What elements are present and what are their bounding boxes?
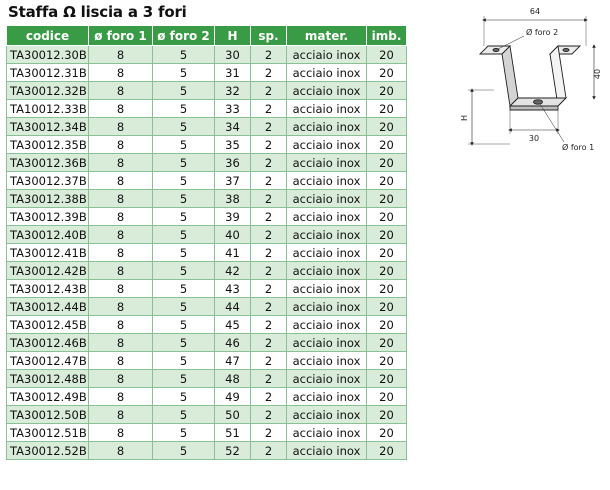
header-codice: codice	[7, 26, 89, 46]
table-cell: 8	[89, 154, 153, 172]
table-cell: acciaio inox	[287, 370, 367, 388]
table-cell: 5	[153, 46, 215, 64]
table-cell: 48	[215, 370, 251, 388]
hole-right-icon	[563, 48, 569, 51]
header-spessore: sp.	[251, 26, 287, 46]
table-cell: acciaio inox	[287, 64, 367, 82]
table-cell: 42	[215, 262, 251, 280]
table-row	[7, 118, 407, 136]
table-cell: 20	[367, 64, 407, 82]
table-row	[7, 406, 407, 424]
table-cell: TA30012.41B	[7, 244, 89, 262]
table-cell: 5	[153, 118, 215, 136]
table-cell: 20	[367, 352, 407, 370]
table-cell: 5	[153, 424, 215, 442]
page-title: Staffa Ω liscia a 3 fori	[8, 3, 187, 21]
table-cell: 5	[153, 280, 215, 298]
table-cell: 45	[215, 316, 251, 334]
table-cell: 5	[153, 226, 215, 244]
table-cell: TA30012.37B	[7, 172, 89, 190]
table-cell: 44	[215, 298, 251, 316]
table-cell: 2	[251, 244, 287, 262]
table-cell: TA30012.52B	[7, 442, 89, 460]
table-cell: 8	[89, 46, 153, 64]
table-cell: 20	[367, 280, 407, 298]
table-cell: acciaio inox	[287, 136, 367, 154]
table-cell: TA30012.47B	[7, 352, 89, 370]
table-cell: 8	[89, 82, 153, 100]
table-cell: 5	[153, 388, 215, 406]
table-cell: TA30012.49B	[7, 388, 89, 406]
table-row	[7, 82, 407, 100]
table-cell: 20	[367, 136, 407, 154]
table-cell: 41	[215, 244, 251, 262]
table-cell: 20	[367, 100, 407, 118]
table-row	[7, 352, 407, 370]
table-cell: TA30012.45B	[7, 316, 89, 334]
hole-2-label: Ø foro 2	[526, 28, 559, 37]
table-cell: acciaio inox	[287, 334, 367, 352]
table-cell: acciaio inox	[287, 262, 367, 280]
table-cell: 2	[251, 64, 287, 82]
table-cell: TA30012.42B	[7, 262, 89, 280]
bracket-shape	[480, 46, 580, 110]
table-cell: 47	[215, 352, 251, 370]
table-cell: TA30012.43B	[7, 280, 89, 298]
table-cell: TA30012.46B	[7, 334, 89, 352]
dim-base-label: 30	[528, 134, 540, 143]
callout-hole-1	[540, 104, 594, 152]
table-cell: 2	[251, 154, 287, 172]
table-cell: 2	[251, 172, 287, 190]
table-row	[7, 262, 407, 280]
table-cell: 5	[153, 352, 215, 370]
table-cell: 5	[153, 154, 215, 172]
table-cell: 5	[153, 334, 215, 352]
table-cell: acciaio inox	[287, 424, 367, 442]
table-cell: TA30012.36B	[7, 154, 89, 172]
table-cell: TA30012.44B	[7, 298, 89, 316]
table-cell: 20	[367, 262, 407, 280]
table-row	[7, 208, 407, 226]
table-cell: 5	[153, 190, 215, 208]
table-cell: 20	[367, 334, 407, 352]
table-row	[7, 226, 407, 244]
table-cell: 5	[153, 244, 215, 262]
table-cell: 2	[251, 334, 287, 352]
table-cell: 2	[251, 226, 287, 244]
table-cell: 34	[215, 118, 251, 136]
table-cell: acciaio inox	[287, 388, 367, 406]
table-cell: TA30012.39B	[7, 208, 89, 226]
table-cell: 20	[367, 244, 407, 262]
table-cell: 5	[153, 316, 215, 334]
table-cell: 8	[89, 244, 153, 262]
table-cell: acciaio inox	[287, 82, 367, 100]
table-cell: 2	[251, 46, 287, 64]
table-cell: 8	[89, 370, 153, 388]
dimension-height	[593, 46, 602, 98]
table-cell: 2	[251, 316, 287, 334]
table-cell: 8	[89, 64, 153, 82]
table-cell: 33	[215, 100, 251, 118]
table-cell: 30	[215, 46, 251, 64]
hole-1-label: Ø foro 1	[562, 143, 595, 152]
table-row	[7, 190, 407, 208]
table-cell: 8	[89, 442, 153, 460]
table-cell: TA30012.40B	[7, 226, 89, 244]
table-cell: 8	[89, 280, 153, 298]
table-cell: TA30012.48B	[7, 370, 89, 388]
table-cell: acciaio inox	[287, 226, 367, 244]
table-cell: 8	[89, 334, 153, 352]
table-cell: 8	[89, 352, 153, 370]
table-cell: 8	[89, 136, 153, 154]
table-cell: 5	[153, 406, 215, 424]
table-cell: acciaio inox	[287, 280, 367, 298]
table-cell: 35	[215, 136, 251, 154]
table-cell: 20	[367, 298, 407, 316]
table-cell: 8	[89, 262, 153, 280]
table-cell: 5	[153, 298, 215, 316]
table-cell: 8	[89, 406, 153, 424]
table-row	[7, 334, 407, 352]
table-cell: TA30012.51B	[7, 424, 89, 442]
table-cell: 32	[215, 82, 251, 100]
table-cell: TA10012.33B	[7, 100, 89, 118]
table-cell: acciaio inox	[287, 442, 367, 460]
table-row	[7, 64, 407, 82]
dimension-h	[460, 90, 510, 144]
table-cell: 5	[153, 82, 215, 100]
table-cell: acciaio inox	[287, 352, 367, 370]
table-cell: TA30012.38B	[7, 190, 89, 208]
header-foro-2: ø foro 2	[153, 26, 215, 46]
table-cell: 52	[215, 442, 251, 460]
hole-center-icon	[534, 100, 543, 104]
spec-table	[6, 25, 407, 460]
table-cell: 5	[153, 172, 215, 190]
dim-h-label: H	[460, 114, 469, 122]
table-row	[7, 298, 407, 316]
table-cell: 8	[89, 226, 153, 244]
table-cell: acciaio inox	[287, 316, 367, 334]
table-cell: 2	[251, 82, 287, 100]
table-cell: 43	[215, 280, 251, 298]
table-cell: 37	[215, 172, 251, 190]
table-cell: 2	[251, 262, 287, 280]
table-row	[7, 244, 407, 262]
header-foro-1: ø foro 1	[89, 26, 153, 46]
table-header-row	[7, 26, 407, 46]
table-cell: 20	[367, 424, 407, 442]
table-cell: 20	[367, 208, 407, 226]
table-row	[7, 280, 407, 298]
table-cell: 8	[89, 172, 153, 190]
table-cell: 2	[251, 190, 287, 208]
table-cell: 20	[367, 46, 407, 64]
table-cell: 8	[89, 388, 153, 406]
table-cell: 39	[215, 208, 251, 226]
header-materiale: mater.	[287, 26, 367, 46]
table-cell: 5	[153, 100, 215, 118]
table-cell: 38	[215, 190, 251, 208]
table-cell: 20	[367, 118, 407, 136]
table-row	[7, 442, 407, 460]
table-cell: 8	[89, 100, 153, 118]
dim-height-label: 40	[593, 68, 602, 80]
table-cell: 2	[251, 424, 287, 442]
dimension-base	[510, 110, 558, 143]
table-cell: 2	[251, 442, 287, 460]
table-cell: acciaio inox	[287, 46, 367, 64]
table-cell: 5	[153, 136, 215, 154]
table-cell: 20	[367, 172, 407, 190]
table-cell: 5	[153, 370, 215, 388]
table-cell: acciaio inox	[287, 154, 367, 172]
table-cell: 20	[367, 82, 407, 100]
table-cell: 2	[251, 280, 287, 298]
table-cell: 20	[367, 370, 407, 388]
table-cell: 20	[367, 226, 407, 244]
table-cell: acciaio inox	[287, 244, 367, 262]
table-cell: TA30012.35B	[7, 136, 89, 154]
bracket-technical-drawing	[458, 6, 604, 154]
table-row	[7, 46, 407, 64]
table-body	[7, 46, 407, 460]
table-row	[7, 316, 407, 334]
table-cell: acciaio inox	[287, 118, 367, 136]
table-row	[7, 388, 407, 406]
table-cell: TA30012.34B	[7, 118, 89, 136]
header-h: H	[215, 26, 251, 46]
table-row	[7, 154, 407, 172]
table-row	[7, 136, 407, 154]
table-cell: acciaio inox	[287, 298, 367, 316]
table-cell: 2	[251, 388, 287, 406]
table-cell: 8	[89, 118, 153, 136]
table-cell: 5	[153, 208, 215, 226]
table-row	[7, 100, 407, 118]
table-cell: 2	[251, 352, 287, 370]
table-cell: TA30012.31B	[7, 64, 89, 82]
table-cell: 2	[251, 298, 287, 316]
table-cell: 8	[89, 208, 153, 226]
table-cell: 51	[215, 424, 251, 442]
table-cell: acciaio inox	[287, 406, 367, 424]
table-cell: TA30012.50B	[7, 406, 89, 424]
table-cell: 36	[215, 154, 251, 172]
table-cell: 2	[251, 406, 287, 424]
table-cell: 8	[89, 298, 153, 316]
table-cell: acciaio inox	[287, 172, 367, 190]
table-cell: 31	[215, 64, 251, 82]
dim-width-label: 64	[529, 7, 541, 16]
table-cell: 20	[367, 190, 407, 208]
table-cell: 49	[215, 388, 251, 406]
table-cell: 5	[153, 64, 215, 82]
table-row	[7, 370, 407, 388]
table-cell: 20	[367, 316, 407, 334]
table-cell: 40	[215, 226, 251, 244]
table-cell: 2	[251, 118, 287, 136]
table-cell: 20	[367, 154, 407, 172]
table-cell: 20	[367, 388, 407, 406]
table-row	[7, 172, 407, 190]
table-cell: acciaio inox	[287, 208, 367, 226]
table-cell: acciaio inox	[287, 190, 367, 208]
table-cell: 20	[367, 406, 407, 424]
table-cell: 2	[251, 370, 287, 388]
table-cell: acciaio inox	[287, 100, 367, 118]
table-cell: 46	[215, 334, 251, 352]
table-cell: 2	[251, 100, 287, 118]
table-row	[7, 424, 407, 442]
table-cell: 5	[153, 262, 215, 280]
table-cell: 2	[251, 136, 287, 154]
header-imballo: imb.	[367, 26, 407, 46]
table-cell: 2	[251, 208, 287, 226]
table-cell: 8	[89, 316, 153, 334]
table-cell: TA30012.32B	[7, 82, 89, 100]
table-cell: 5	[153, 442, 215, 460]
table-cell: 50	[215, 406, 251, 424]
table-cell: 20	[367, 442, 407, 460]
dimension-width	[484, 7, 586, 46]
table-cell: 8	[89, 190, 153, 208]
table-cell: 8	[89, 424, 153, 442]
table-cell: TA30012.30B	[7, 46, 89, 64]
